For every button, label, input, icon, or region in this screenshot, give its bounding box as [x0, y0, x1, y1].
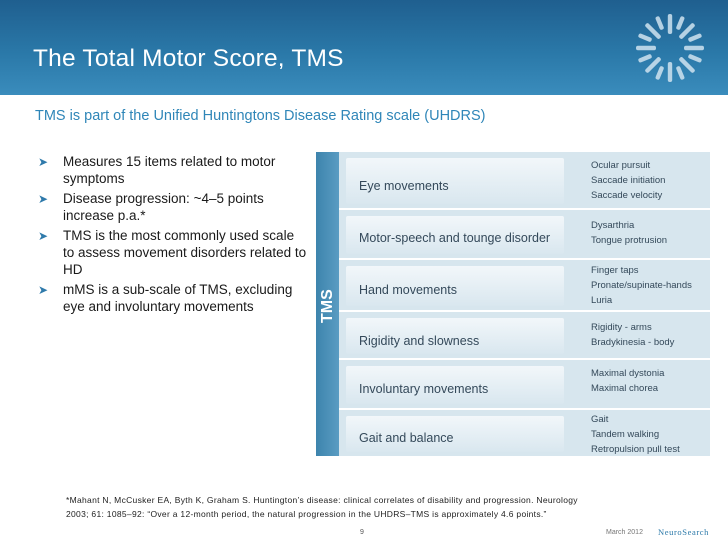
item-list — [591, 158, 665, 203]
item: Tongue protrusion — [591, 235, 668, 246]
bullet-item — [38, 281, 308, 315]
item-list — [591, 218, 667, 248]
item: Rigidity - arms — [591, 322, 652, 333]
item-list — [591, 263, 692, 308]
arrow-bullet-icon: ➤ — [38, 155, 49, 169]
bullet-item — [38, 227, 308, 278]
item: Pronate/supinate-hands — [591, 280, 692, 291]
item: Maximal chorea — [591, 383, 659, 394]
bullet-item — [38, 153, 308, 187]
bullet-text: mMS is a sub-scale of TMS, excluding eye and involuntary movements — [63, 282, 293, 314]
tms-row-gait — [339, 410, 710, 456]
bullet-list — [38, 153, 308, 318]
tms-rows — [339, 152, 710, 456]
item: Ocular pursuit — [591, 160, 651, 171]
bullet-item — [38, 190, 308, 224]
tms-side-bar — [316, 152, 339, 456]
tms-diagram — [316, 152, 710, 456]
item: Luria — [591, 295, 613, 306]
footer-brand-logo: NeuroSearch — [658, 527, 709, 537]
category-label: Gait and balance — [359, 431, 454, 445]
item: Dysarthria — [591, 220, 635, 231]
category-label: Hand movements — [359, 283, 457, 297]
item: Gait — [591, 414, 609, 425]
arrow-bullet-icon: ➤ — [38, 283, 49, 297]
category-label: Eye movements — [359, 179, 449, 193]
footer-date: March 2012 — [606, 529, 643, 536]
bullet-text: TMS is the most commonly used scale to assess movement disorders related to HD — [63, 228, 307, 277]
category-label: Involuntary movements — [359, 382, 489, 396]
slide-header — [0, 0, 728, 95]
footnote — [66, 493, 626, 521]
item-list — [591, 320, 674, 350]
item: Retropulsion pull test — [591, 444, 680, 455]
item: Tandem walking — [591, 429, 660, 440]
starburst-logo-icon — [632, 10, 708, 86]
item: Saccade velocity — [591, 190, 663, 201]
tms-row-eye-movements — [339, 152, 710, 210]
tms-row-hand-movements — [339, 260, 710, 312]
item-list — [591, 412, 680, 457]
tms-row-motor-speech — [339, 210, 710, 260]
footnote-line: 2003; 61: 1085–92: “Over a 12-month period, the natural progression in the UHDRS–TMS is approximately 4.6 points.” — [66, 509, 547, 519]
item: Saccade initiation — [591, 175, 666, 186]
item-list — [591, 366, 664, 396]
category-label: Rigidity and slowness — [359, 334, 480, 348]
slide-subtitle: TMS is part of the Unified Huntingtons Disease Rating scale (UHDRS) — [35, 108, 486, 124]
tms-side-label: TMS — [319, 289, 336, 323]
item: Maximal dystonia — [591, 368, 665, 379]
arrow-bullet-icon: ➤ — [38, 229, 49, 243]
item: Finger taps — [591, 265, 639, 276]
page-number: 9 — [360, 529, 364, 536]
bullet-text: Measures 15 items related to motor symptoms — [63, 154, 276, 186]
footnote-line: *Mahant N, McCusker EA, Byth K, Graham S. Huntington’s disease: clinical correlates of disability and progression. Neurology — [66, 495, 578, 505]
category-label: Motor-speech and tounge disorder — [359, 231, 551, 245]
slide-title: The Total Motor Score, TMS — [33, 45, 344, 72]
tms-row-rigidity — [339, 312, 710, 360]
arrow-bullet-icon: ➤ — [38, 192, 49, 206]
item: Bradykinesia - body — [591, 337, 675, 348]
tms-row-involuntary — [339, 360, 710, 410]
bullet-text: Disease progression: ~4–5 points increase p.a.* — [63, 191, 264, 223]
